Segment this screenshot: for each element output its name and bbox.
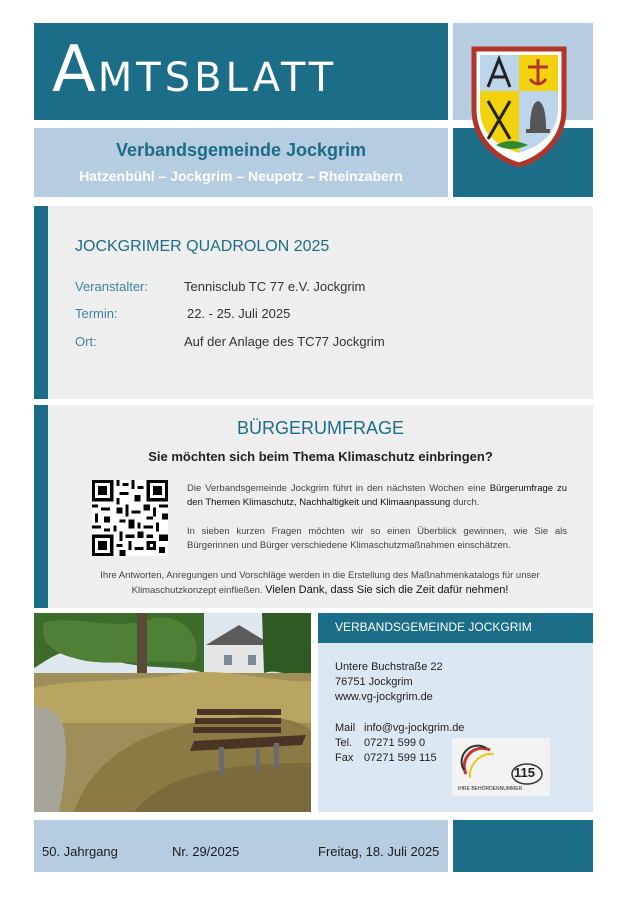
survey-paragraph-intro [187, 482, 567, 510]
contact-website-link[interactable]: www.vg-jockgrim.de [335, 691, 433, 703]
footer-issue: Nr. 29/2025 [172, 844, 240, 859]
contact-tel: 07271 599 0 [364, 737, 426, 749]
badge-caption: IHRE BEHÖRDENNUMMER [458, 786, 523, 792]
event-label-location: Ort: [75, 334, 97, 349]
qr-code-icon[interactable] [92, 480, 168, 556]
masthead-subtitle: Verbandsgemeinde Jockgrim [115, 140, 367, 160]
survey-intro-text: Die Verbandsgemeinde Jockgrim führt in den nächsten Wochen eine [187, 483, 490, 494]
event-value-date: 22. - 25. Juli 2025 [187, 306, 291, 321]
event-label-organizer: Veranstalter: [75, 279, 148, 294]
contact-tel-label: Tel. [335, 737, 353, 749]
badge-arc-icon [460, 744, 500, 784]
contact-city: 76751 Jockgrim [335, 676, 413, 688]
contact-fax: 07271 599 115 [364, 752, 437, 764]
contact-header-title: VERBANDSGEMEINDE JOCKGRIM [335, 620, 532, 634]
event-panel [34, 206, 593, 399]
event-value-location: Auf der Anlage des TC77 Jockgrim [184, 334, 385, 349]
masthead-title-rest: MTSBLATT [97, 55, 338, 101]
coat-of-arms-icon [470, 45, 568, 167]
event-title: JOCKGRIMER QUADROLON 2025 [75, 238, 330, 255]
survey-intro-highlight: Bürgerumfrage zu den Themen Klimaschutz, Nachhaltigkeit und Klimaanpassung [187, 483, 567, 508]
survey-closing-text: Ihre Antworten, Anregungen und Vorschläge werden in die Erstellung des Maßnahmenkatalogs für unser Klimaschutzkonzept einfließen. [100, 570, 540, 596]
park-bench-photo [34, 613, 311, 812]
survey-closing [60, 568, 580, 598]
survey-thanks: Vielen Dank, dass Sie sich die Zeit dafür nehmen! [265, 584, 509, 596]
contact-mail-link[interactable]: info@vg-jockgrim.de [364, 722, 465, 734]
badge-number: 115 [514, 765, 535, 780]
contact-street: Untere Buchstraße 22 [335, 661, 443, 673]
survey-subtitle: Sie möchten sich beim Thema Klimaschutz einbringen? [148, 449, 493, 464]
survey-title: BÜRGERUMFRAGE [236, 418, 404, 438]
masthead-title-initial: A [52, 33, 98, 107]
survey-panel-marker [34, 405, 48, 608]
footer-volume: 50. Jahrgang [42, 844, 118, 859]
subtitle-banner [34, 128, 448, 197]
footer-accent [453, 820, 593, 872]
masthead-towns: Hatzenbühl – Jockgrim – Neupotz – Rheinzabern [79, 168, 403, 184]
event-panel-marker [34, 206, 48, 399]
masthead-title [52, 33, 338, 108]
contact-fax-label: Fax [335, 752, 354, 764]
event-label-date: Termin: [75, 306, 118, 321]
event-value-organizer: Tennisclub TC 77 e.V. Jockgrim [184, 279, 366, 294]
footer-date: Freitag, 18. Juli 2025 [318, 844, 440, 859]
survey-intro-end: durch. [450, 497, 480, 508]
survey-paragraph-questions: In sieben kurzen Fragen möchten wir so einen Überblick gewinnen, wie Sie als Bürgerinnen und Bürger verschiedene Klimaschutzmaßnahmen einschätzen. [187, 526, 567, 551]
authority-number-badge [452, 738, 550, 796]
contact-mail-label: Mail [335, 722, 356, 734]
